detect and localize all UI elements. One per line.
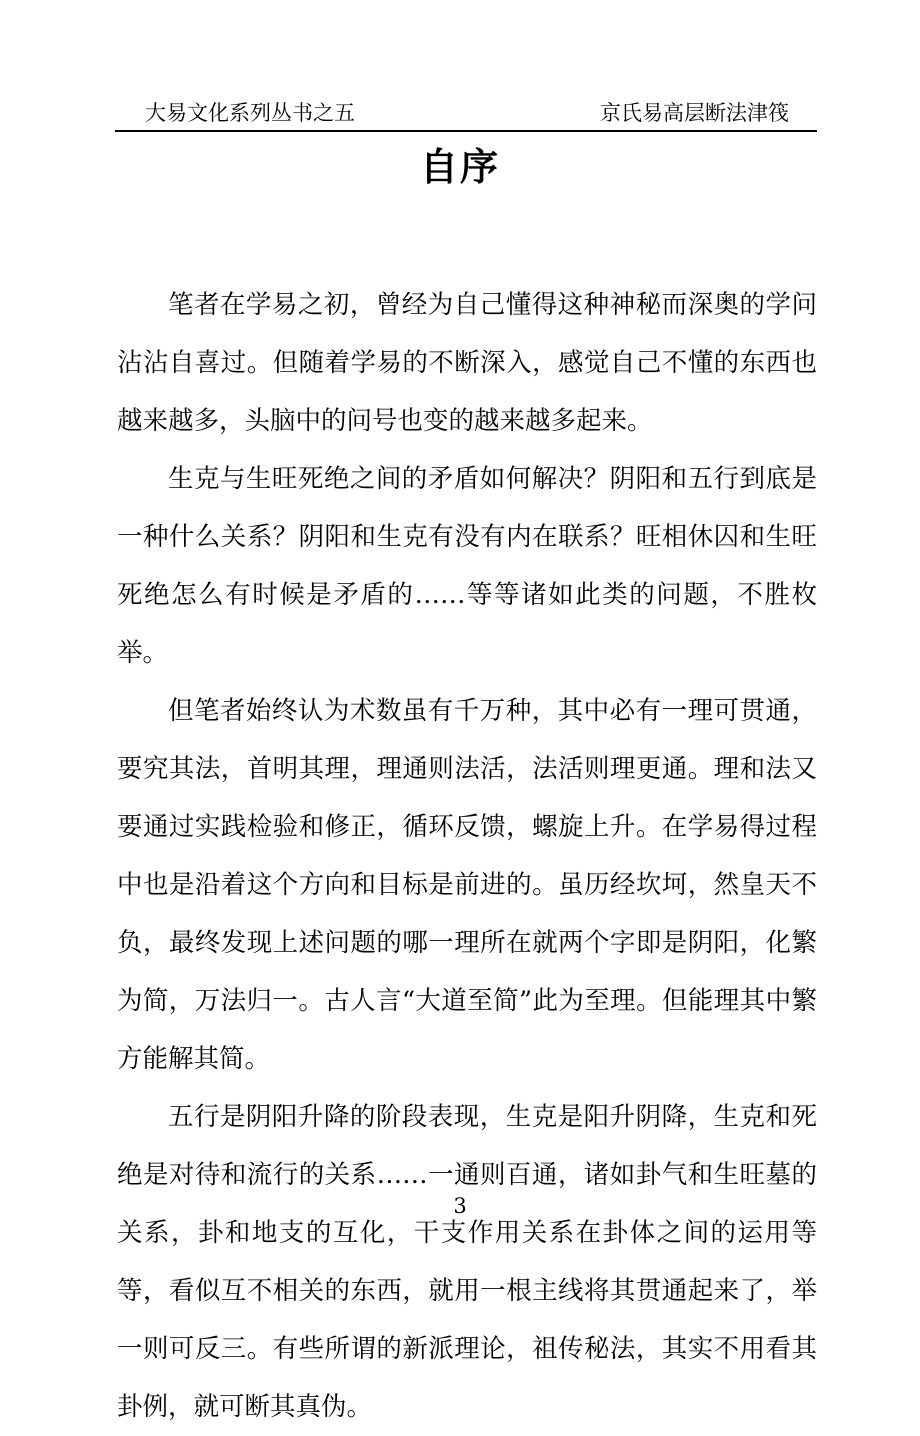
body-text: [117, 276, 817, 1436]
paragraph: 生克与生旺死绝之间的矛盾如何解决？阴阳和五行到底是一种什么关系？阴阳和生克有没有内在联系？旺相休囚和生旺死绝怎么有时候是矛盾的……等等诸如此类的问题，不胜枚举。: [117, 464, 817, 668]
paragraph: 五行是阴阳升降的阶段表现，生克是阳升阴降，生克和死绝是对待和流行的关系……一通则百通，诸如卦气和生旺墓的关系，卦和地支的互化，干支作用关系在卦体之间的运用等等，看似互不相关的东西，就用一根主线将其贯通起来了，举一则可反三。有些所谓的新派理论，祖传秘法，其实不用看其卦例，就可断其真伪。: [117, 1102, 817, 1422]
page-number: 3: [453, 1194, 467, 1218]
paragraph: 笔者在学易之初，曾经为自己懂得这种神秘而深奥的学问沾沾自喜过。但随着学易的不断深入，感觉自己不懂的东西也越来越多，头脑中的问号也变的越来越多起来。: [117, 290, 817, 436]
paragraph: 但笔者始终认为术数虽有千万种，其中必有一理可贯通，要究其法，首明其理，理通则法活，法活则理更通。理和法又要通过实践检验和修正，循环反馈，螺旋上升。在学易得过程中也是沿着这个方向和目标是前进的。虽历经坎坷，然皇天不负，最终发现上述问题的哪一理所在就两个字即是阴阳，化繁为简，万法归一。古人言“大道至简”此为至理。但能理其中繁方能解其简。: [117, 696, 817, 1074]
book-title: 京氏易高层断法津筏: [600, 101, 789, 125]
series-title: 大易文化系列丛书之五: [145, 101, 355, 125]
running-header: [115, 96, 817, 132]
page-title: 自序: [419, 145, 500, 189]
